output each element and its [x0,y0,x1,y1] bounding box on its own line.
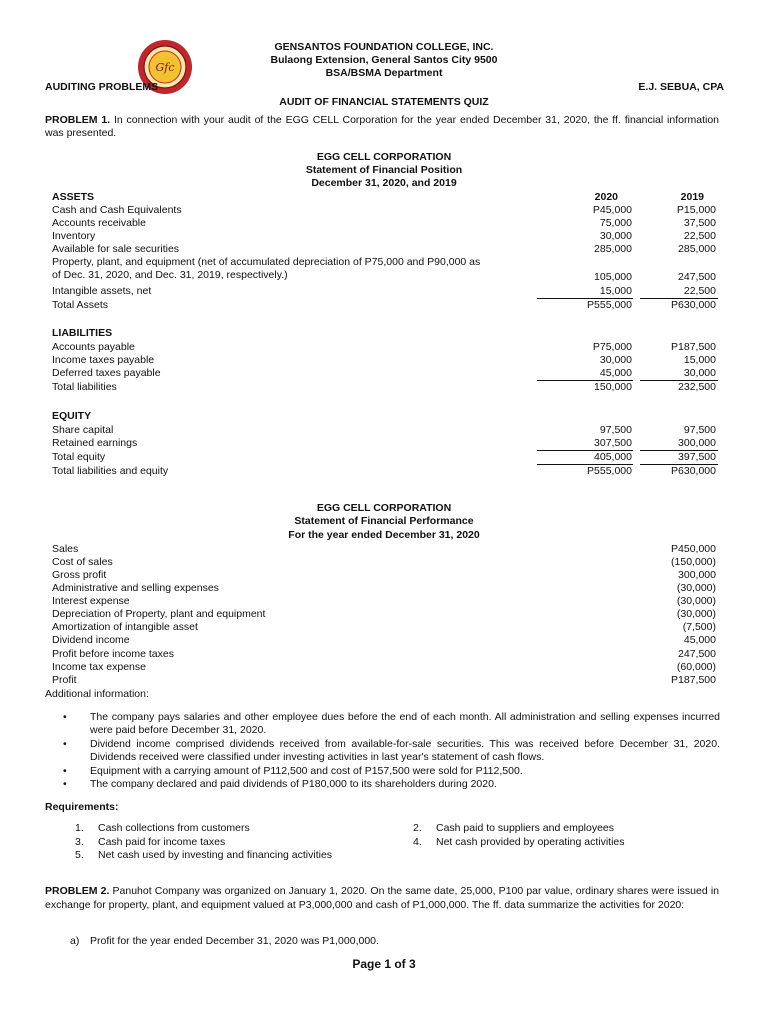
row-label: Profit [52,674,77,686]
table-row [52,424,718,437]
row-label: Income tax expense [52,661,146,673]
value-2019: 397,500 [678,451,716,463]
subject-label: AUDITING PROBLEMS [45,81,159,93]
table-row [52,354,718,367]
row-label: Total equity [52,451,106,463]
problem2-intro [45,884,719,912]
row-label: Cost of sales [52,556,113,568]
row-value: (150,000) [671,556,716,568]
row-label: Profit before income taxes [52,648,174,660]
value-2019: P630,000 [671,465,716,477]
row-label: Cash and Cash Equivalents [52,204,182,216]
total-liabilities-equity-row [52,465,718,478]
value-2020: 30,000 [599,230,632,242]
row-label: Deferred taxes payable [52,367,161,379]
value-2019: 37,500 [683,217,716,229]
page-number: Page 1 of 3 [352,957,416,971]
table-row [52,569,718,582]
value-2020: 285,000 [594,243,632,255]
value-2019: 22,500 [683,285,716,297]
row-value: (60,000) [676,661,716,673]
table-row [52,367,718,380]
sfp-period: December 31, 2020, and 2019 [311,177,457,189]
value-2020: 97,500 [599,424,632,436]
row-label: Intangible assets, net [52,285,152,297]
table-row [52,269,718,282]
row-label: Accounts payable [52,341,135,353]
value-2020: P555,000 [587,299,632,311]
sfp-title: Statement of Financial Position [305,164,463,176]
table-row [52,256,718,269]
quiz-title: AUDIT OF FINANCIAL STATEMENTS QUIZ [279,96,489,108]
list-item: Dividend income comprised dividends received from available-for-sale securities. This was received before December 31, 2020. Dividends received were classified under investing activities in last year's statement of cash flows. [90,738,720,763]
total-liabilities-row [52,381,718,394]
value-2019: 15,000 [683,354,716,366]
value-2020: 105,000 [594,271,632,283]
row-value: P187,500 [671,674,716,686]
value-2019: P187,500 [671,341,716,353]
row-label: Total liabilities and equity [52,465,169,477]
table-row [52,285,718,298]
requirement-number: 1. [75,822,84,834]
row-value: (30,000) [676,582,716,594]
institution-name: GENSANTOS FOUNDATION COLLEGE, INC. [274,41,494,53]
value-2020: 45,000 [599,367,632,379]
row-value: (30,000) [676,608,716,620]
requirement-number: 2. [413,822,422,834]
row-label: Share capital [52,424,114,436]
list-item-marker: a) [70,935,80,947]
row-label: Total Assets [52,299,109,311]
value-2020: P45,000 [592,204,632,216]
row-value: P450,000 [671,543,716,555]
requirement-text: Cash paid to suppliers and employees [436,822,615,834]
requirement-number: 4. [413,836,422,848]
department-name: BSA/BSMA Department [325,67,443,79]
value-2019: 30,000 [683,367,716,379]
instructor-name: E.J. SEBUA, CPA [638,81,724,93]
bullet-icon: • [63,765,67,777]
table-row [52,217,718,230]
problem2-text: Panuhot Company was organized on January 1, 2020. On the same date, 25,000, P100 par value, ordinary shares were issued in exchange for property, plant, and equipment valued at P3,000,000 and cash of P1,000,000. The ff. data summarize the activities for 2020: [45,885,719,911]
value-2020: P75,000 [592,341,632,353]
total-assets-row [52,299,718,312]
row-value: 45,000 [683,634,716,646]
table-row [52,230,718,243]
table-row [52,543,718,556]
row-label: Dividend income [52,634,130,646]
value-2020: 30,000 [599,354,632,366]
col-2020: 2020 [594,191,618,203]
requirement-text: Cash paid for income taxes [98,836,226,848]
total-equity-row [52,451,718,464]
sfpf-title: Statement of Financial Performance [294,515,474,527]
problem1-text: In connection with your audit of the EGG CELL Corporation for the year ended December 31, 2020, the ff. financial information was presented. [45,114,719,139]
value-2019: 97,500 [683,424,716,436]
table-row [52,648,718,661]
value-2019: 300,000 [678,437,716,449]
requirement-text: Net cash provided by operating activities [436,836,625,848]
value-2020: 75,000 [599,217,632,229]
value-2020: 15,000 [599,285,632,297]
row-label: Sales [52,543,79,555]
col-2019: 2019 [680,191,704,203]
sfpf-period: For the year ended December 31, 2020 [288,529,480,541]
table-row [52,204,718,217]
requirement-number: 3. [75,836,84,848]
row-label: Depreciation of Property, plant and equipment [52,608,266,620]
row-label: Administrative and selling expenses [52,582,219,594]
value-2019: P15,000 [676,204,716,216]
sfpf-company: EGG CELL CORPORATION [316,502,452,514]
row-value: 300,000 [678,569,716,581]
requirement-text: Cash collections from customers [98,822,250,834]
equity-heading [52,410,718,423]
value-2019: 232,500 [678,381,716,393]
table-row [52,674,718,687]
svg-text:Gfc: Gfc [155,61,175,74]
problem2-label: PROBLEM 2. [45,885,110,897]
value-2019: 247,500 [678,271,716,283]
table-row [52,341,718,354]
row-value: (7,500) [682,621,716,633]
row-label: Total liabilities [52,381,117,393]
row-label: Income taxes payable [52,354,155,366]
section-heading: EQUITY [52,410,92,422]
row-label: Retained earnings [52,437,138,449]
row-label: Amortization of intangible asset [52,621,198,633]
row-value: (30,000) [676,595,716,607]
bullet-icon: • [63,711,67,723]
sfp-column-header [52,191,718,204]
list-item: The company declared and paid dividends of P180,000 to its shareholders during 2020. [90,778,497,790]
table-row [52,661,718,674]
section-heading: LIABILITIES [52,327,113,339]
value-2019: 285,000 [678,243,716,255]
table-row [52,582,718,595]
table-row [52,595,718,608]
liabilities-heading [52,327,718,340]
institution-address: Bulaong Extension, General Santos City 9500 [270,54,498,66]
table-row [52,621,718,634]
row-label: Accounts receivable [52,217,146,229]
row-label: Available for sale securities [52,243,180,255]
table-row [52,437,718,450]
table-row [52,608,718,621]
row-label: Interest expense [52,595,130,607]
value-2020: P555,000 [587,465,632,477]
problem1-intro [45,114,719,140]
bullet-icon: • [63,738,67,750]
table-row [52,243,718,256]
requirement-text: Net cash used by investing and financing activities [98,849,333,861]
assets-heading: ASSETS [52,191,95,203]
table-row [52,556,718,569]
sfp-company: EGG CELL CORPORATION [316,151,452,163]
list-item: Equipment with a carrying amount of P112,500 and cost of P157,500 were sold for P112,500. [90,765,523,777]
value-2020: 307,500 [594,437,632,449]
bullet-icon: • [63,778,67,790]
row-label: Gross profit [52,569,107,581]
row-value: 247,500 [678,648,716,660]
value-2020: 150,000 [594,381,632,393]
table-row [52,634,718,647]
value-2019: P630,000 [671,299,716,311]
value-2019: 22,500 [683,230,716,242]
list-item: The company pays salaries and other employee dues before the end of each month. All administration and selling expenses incurred were paid before December 31, 2020. [90,711,720,736]
additional-info-heading: Additional information: [45,688,149,700]
value-2020: 405,000 [594,451,632,463]
row-label: of Dec. 31, 2020, and Dec. 31, 2019, respectively.) [52,269,288,281]
requirements-heading: Requirements: [45,801,119,813]
row-label: Inventory [52,230,96,242]
list-item: Profit for the year ended December 31, 2020 was P1,000,000. [90,935,379,947]
row-label: Property, plant, and equipment (net of accumulated depreciation of P75,000 and P90,000 as [52,256,481,268]
requirement-number: 5. [75,849,84,861]
problem1-label: PROBLEM 1. [45,114,111,126]
